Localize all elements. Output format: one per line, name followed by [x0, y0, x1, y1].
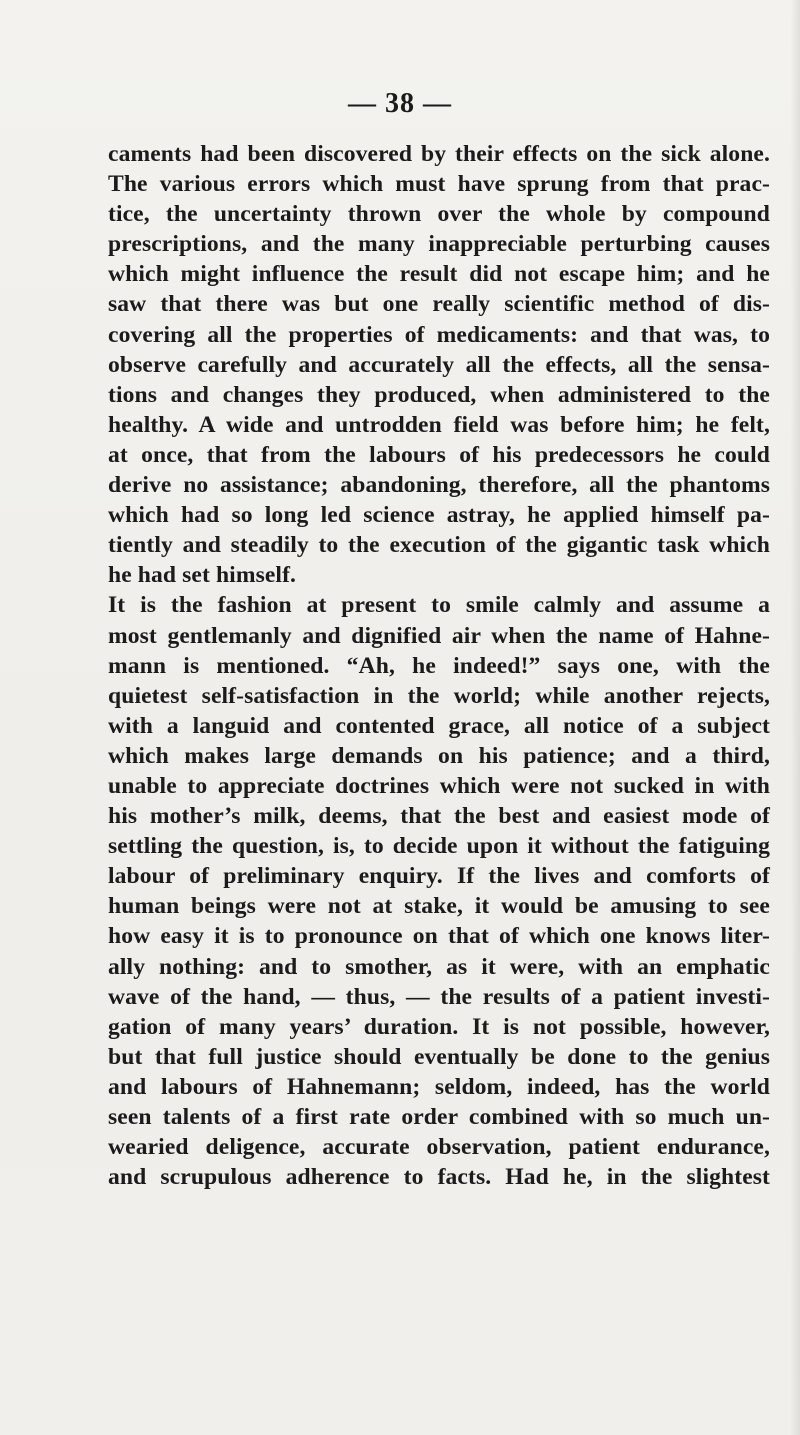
text-line: settling the question, is, to decide upon it without the fatiguing: [108, 833, 770, 860]
text-line: tice, the uncertainty thrown over the whole by compound: [108, 201, 770, 228]
text-line: which makes large demands on his patience; and a third,: [108, 742, 770, 769]
text-line: human beings were not at stake, it would be amusing to see: [108, 893, 770, 920]
text-line: caments had been discovered by their effects on the sick alone.: [108, 141, 770, 167]
text-line: It is the fashion at present to smile calmly and assume a: [108, 592, 770, 619]
text-line: healthy. A wide and untrodden field was before him; he felt,: [108, 411, 770, 438]
text-line: how easy it is to pronounce on that of which one knows liter-: [108, 923, 770, 950]
text-line: with a languid and contented grace, all notice of a subject: [108, 712, 770, 739]
text-line: observe carefully and accurately all the effects, all the sensa-: [108, 351, 770, 378]
text-line: quietest self-satisfaction in the world; while another rejects,: [108, 682, 770, 709]
text-line: gation of many years’ duration. It is not possible, however,: [108, 1013, 770, 1040]
text-line: seen talents of a first rate order combined with so much un-: [108, 1104, 770, 1130]
text-line: ally nothing: and to smother, as it were, with an emphatic: [108, 953, 770, 980]
page-edge-shadow: [790, 0, 800, 1435]
body-text: [108, 139, 770, 1192]
text-line: and labours of Hahnemann; seldom, indeed, has the world: [108, 1073, 770, 1100]
text-line: and scrupulous adherence to facts. Had he, in the slightest: [108, 1164, 770, 1191]
text-line: but that full justice should eventually be done to the genius: [108, 1043, 770, 1070]
text-line: wearied deligence, accurate observation, patient endurance,: [108, 1134, 770, 1161]
text-line: prescriptions, and the many inappreciable perturbing causes: [108, 231, 770, 258]
text-line: tions and changes they produced, when administered to the: [108, 381, 770, 408]
text-line: derive no assistance; abandoning, therefore, all the phantoms: [108, 472, 770, 499]
text-line: which might influence the result did not escape him; and he: [108, 261, 770, 288]
text-line: tiently and steadily to the execution of the gigantic task which: [108, 532, 770, 559]
text-line: labour of preliminary enquiry. If the lives and comforts of: [108, 863, 770, 890]
text-line: wave of the hand, — thus, — the results of a patient investi-: [108, 983, 770, 1010]
text-line: The various errors which must have sprung from that prac-: [108, 171, 770, 198]
text-line: unable to appreciate doctrines which were not sucked in with: [108, 772, 770, 799]
text-line: mann is mentioned. “Ah, he indeed!” says one, with the: [108, 652, 770, 679]
text-line: at once, that from the labours of his predecessors he could: [108, 441, 770, 468]
text-line: saw that there was but one really scientific method of dis-: [108, 291, 770, 318]
text-line: he had set himself.: [108, 562, 297, 589]
page-number: — 38 —: [348, 88, 452, 119]
text-line: most gentlemanly and dignified air when the name of Hahne-: [108, 622, 770, 649]
text-line: his mother’s milk, deems, that the best and easiest mode of: [108, 803, 770, 830]
text-line: which had so long led science astray, he applied himself pa-: [108, 502, 770, 529]
text-line: covering all the properties of medicaments: and that was, to: [108, 321, 770, 348]
